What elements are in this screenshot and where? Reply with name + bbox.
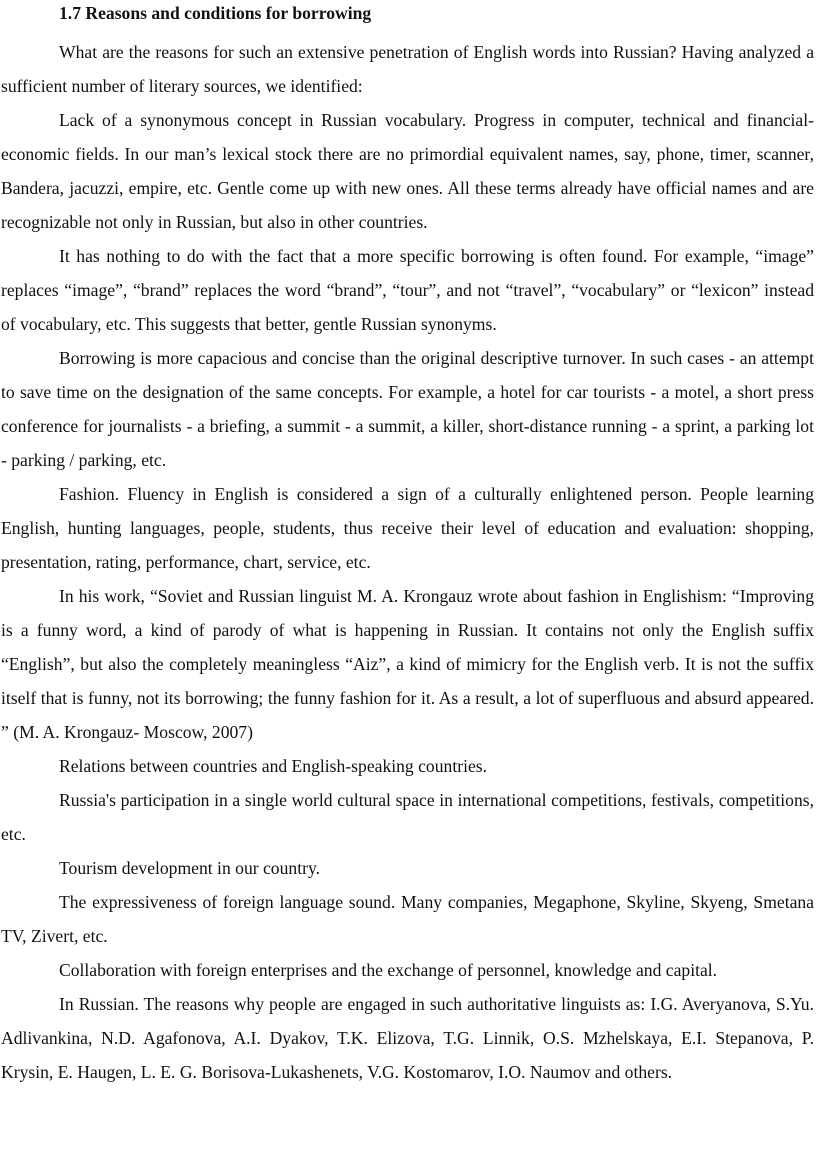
- paragraph-krongauz-quote: In his work, “Soviet and Russian linguist M. A. Krongauz wrote about fashion in Englishism: “Improving is a funny word, a kind of parody of what is happening in Russian. It contains not only the English suffix “English”, but also the completely meaningless “Aiz”, a kind of mimicry for the English verb. It is not the suffix itself that is funny, not its borrowing; the funny fashion for it. As a result, a lot of superfluous and absurd appeared. ” (M. A. Krongauz- Moscow, 2007): [1, 586, 814, 742]
- section-heading: 1.7 Reasons and conditions for borrowing: [59, 3, 372, 23]
- paragraph-cultural-space: Russia's participation in a single world cultural space in international competitions, festivals, competitions, etc.: [1, 790, 814, 844]
- paragraph-expressiveness: The expressiveness of foreign language sound. Many companies, Megaphone, Skyline, Skyeng, Smetana TV, Zivert, etc.: [1, 892, 814, 946]
- paragraph-relations: Relations between countries and English-speaking countries.: [59, 756, 488, 776]
- document-body: [1, 35, 814, 1089]
- paragraph-fashion: Fashion. Fluency in English is considered a sign of a culturally enlightened person. People learning English, hunting languages, people, students, thus receive their level of education and evaluation: shopping, presentation, rating, performance, chart, service, etc.: [1, 484, 814, 572]
- paragraph-specific-borrowing: It has nothing to do with the fact that a more specific borrowing is often found. For example, “image” replaces “image”, “brand” replaces the word “brand”, “tour”, and not “travel”, “vocabulary” or “lexicon” instead of vocabulary, etc. This suggests that better, gentle Russian synonyms.: [1, 246, 814, 334]
- paragraph-linguists: In Russian. The reasons why people are engaged in such authoritative linguists as: I.G. Averyanova, S.Yu. Adlivankina, N.D. Agafonova, A.I. Dyakov, T.K. Elizova, T.G. Linnik, O.S. Mzhelskaya, E.I. Stepanova, P. Krysin, E. Haugen, L. E. G. Borisova-Lukashenets, V.G. Kostomarov, I.O. Naumov and others.: [1, 994, 814, 1082]
- paragraph-collaboration: Collaboration with foreign enterprises and the exchange of personnel, knowledge and capital.: [59, 960, 718, 980]
- paragraph-lack-of-synonym: Lack of a synonymous concept in Russian vocabulary. Progress in computer, technical and financial-economic fields. In our man’s lexical stock there are no primordial equivalent names, say, phone, timer, scanner, Bandera, jacuzzi, empire, etc. Gentle come up with new ones. All these terms already have official names and are recognizable not only in Russian, but also in other countries.: [1, 110, 814, 232]
- paragraph-intro: What are the reasons for such an extensive penetration of English words into Russian? Having analyzed a sufficient number of literary sources, we identified:: [1, 42, 814, 96]
- paragraph-conciseness: Borrowing is more capacious and concise than the original descriptive turnover. In such cases - an attempt to save time on the designation of the same concepts. For example, a hotel for car tourists - a motel, a short press conference for journalists - a briefing, a summit - a summit, a killer, short-distance running - a sprint, a parking lot - parking / parking, etc.: [1, 348, 814, 470]
- paragraph-tourism: Tourism development in our country.: [59, 858, 320, 878]
